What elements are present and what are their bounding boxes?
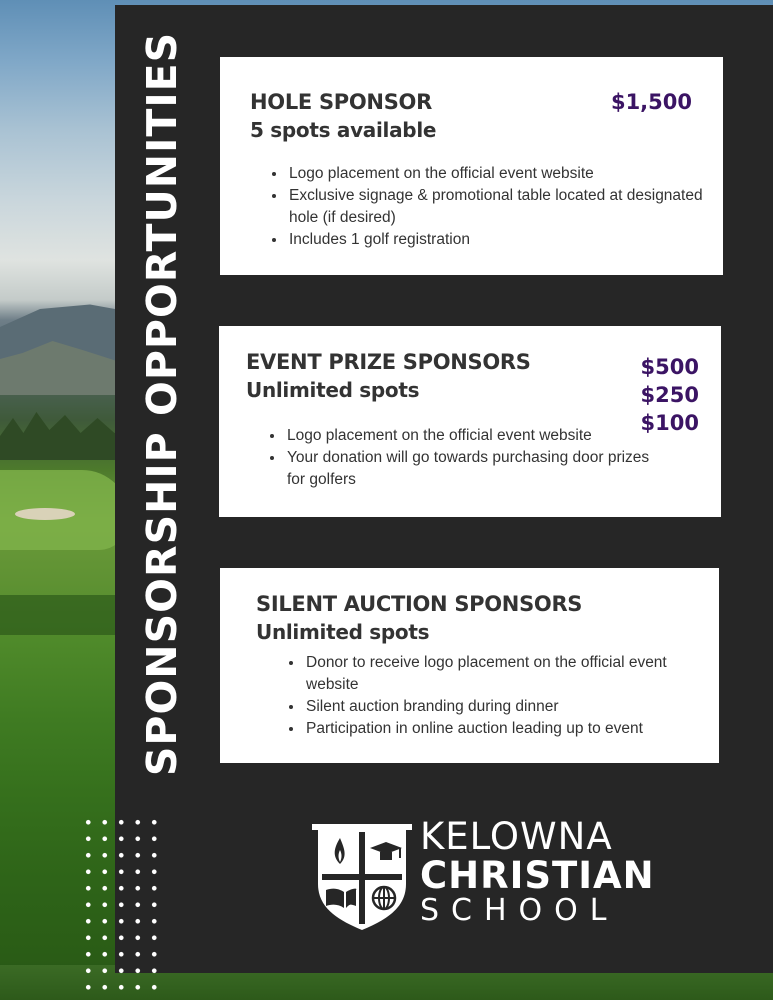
sand-bunker-shape: [15, 508, 75, 520]
benefit-item: • Your donation will go towards purchasing door prizes for golfers: [285, 447, 665, 491]
benefit-item: • Includes 1 golf registration: [287, 229, 707, 251]
sponsor-card-silent-auction: [220, 568, 719, 763]
card-title: EVENT PRIZE SPONSORS: [246, 350, 531, 374]
logo-wordmark-line: KELOWNA: [420, 815, 613, 858]
page-title: SPONSORSHIP OPPORTUNITIES: [138, 31, 186, 777]
price-label: $100: [640, 411, 699, 435]
benefit-item: • Donor to receive logo placement on the official event website: [304, 652, 714, 696]
sponsor-card-event-prize: [219, 326, 721, 517]
card-subtitle: Unlimited spots: [256, 620, 430, 644]
price-label: $500: [640, 355, 699, 379]
card-subtitle: 5 spots available: [250, 118, 437, 142]
logo-wordmark-line: SCHOOL: [420, 893, 619, 928]
benefit-list: [287, 163, 707, 251]
card-title: SILENT AUCTION SPONSORS: [256, 592, 583, 616]
logo-wordmark-line: CHRISTIAN: [420, 854, 655, 897]
price-label: $1,500: [610, 90, 692, 114]
school-crest-icon: [310, 822, 414, 932]
rough-shape: [0, 595, 130, 635]
benefit-item: • Silent auction branding during dinner: [304, 696, 714, 718]
benefit-list: [304, 652, 714, 740]
card-subtitle: Unlimited spots: [246, 378, 420, 402]
benefit-item: • Logo placement on the official event website: [287, 163, 707, 185]
dot-pattern-decoration: [80, 814, 160, 994]
card-title: HOLE SPONSOR: [250, 90, 432, 114]
sponsor-card-hole: [220, 57, 723, 275]
benefit-item: • Participation in online auction leading up to event: [304, 718, 714, 740]
benefit-item: • Logo placement on the official event website: [285, 425, 665, 447]
benefit-item: • Exclusive signage & promotional table located at designated hole (if desired): [287, 185, 707, 229]
benefit-list: [285, 425, 665, 491]
price-label: $250: [640, 383, 699, 407]
